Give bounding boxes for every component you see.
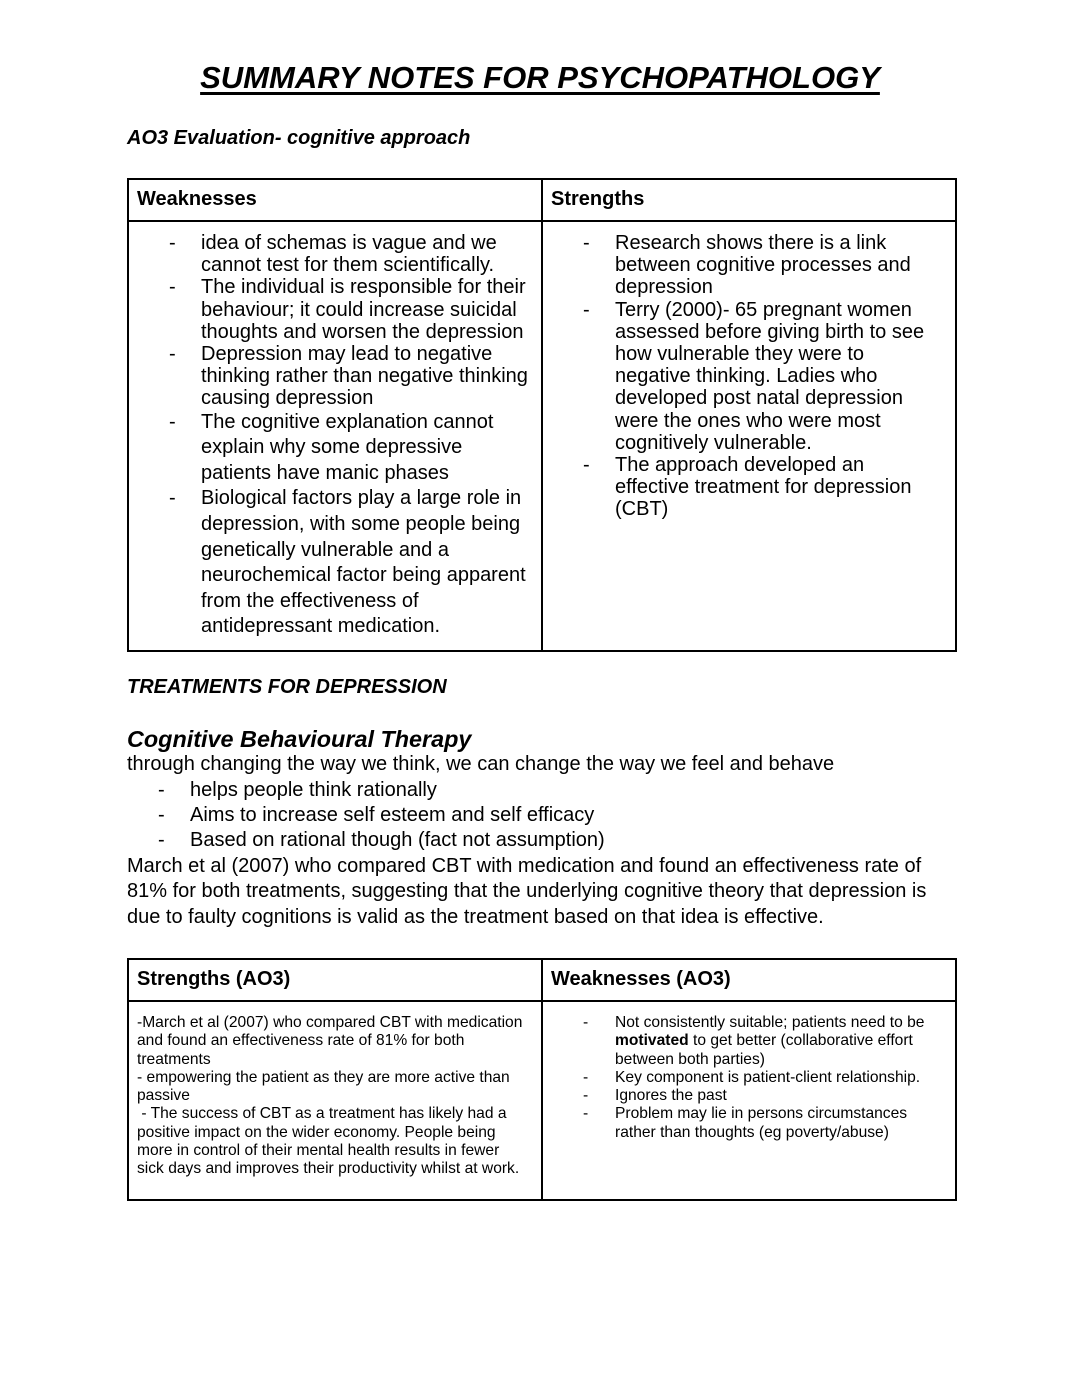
- strength-paragraph: - empowering the patient as they are more active than passive: [137, 1068, 510, 1105]
- weaknesses-header: Weaknesses: [128, 179, 542, 221]
- cbt-points-list: [127, 778, 957, 854]
- weakness-text-post: to get better (collaborative effort between both parties): [615, 1032, 913, 1068]
- cbt-evaluation-table: [127, 958, 957, 1201]
- treatments-heading: TREATMENTS FOR DEPRESSION: [127, 676, 447, 698]
- ao3-section-heading: AO3 Evaluation- cognitive approach: [127, 127, 471, 149]
- weaknesses-cell: [128, 221, 542, 651]
- list-item: - Biological factors play a large role in depression, with some people being genetically vulnerable and a neurochemical factor being apparent from the effectiveness of antidepressant medication.: [129, 486, 529, 640]
- list-item: - Problem may lie in persons circumstances rather than thoughts (eg poverty/abuse): [543, 1105, 943, 1142]
- strengths-list: [543, 232, 943, 521]
- cbt-intro: through changing the way we think, we can change the way we feel and behave: [127, 753, 835, 775]
- strengths-ao3-header: Strengths (AO3): [128, 959, 542, 1001]
- cbt-weaknesses-cell: [542, 1001, 956, 1200]
- list-item: - Ignores the past: [543, 1087, 943, 1105]
- list-item: - Depression may lead to negative thinking rather than negative thinking causing depression: [129, 343, 529, 410]
- list-item: - helps people think rationally: [127, 778, 957, 803]
- cbt-weaknesses-list: [543, 1014, 943, 1142]
- table-body-row: [128, 1001, 956, 1200]
- cognitive-evaluation-table: [127, 178, 957, 652]
- list-item: - Aims to increase self esteem and self efficacy: [127, 803, 957, 828]
- strength-paragraph: - The success of CBT as a treatment has likely had a positive impact on the wider economy. People being more in control of their mental health results in fewer sick days and improves their productivity whilst at work.: [137, 1105, 520, 1178]
- table-header-row: [128, 959, 956, 1001]
- table-header-row: [128, 179, 956, 221]
- list-item: - Based on rational though (fact not assumption): [127, 828, 957, 853]
- list-item: - The individual is responsible for their behaviour; it could increase suicidal thoughts and worsen the depression: [129, 276, 529, 343]
- cbt-section: [127, 726, 957, 931]
- list-item: [543, 1014, 943, 1069]
- weakness-bold-word: motivated: [615, 1032, 689, 1050]
- weaknesses-list: [129, 232, 529, 640]
- strengths-cell: [542, 221, 956, 651]
- list-item: - Research shows there is a link between cognitive processes and depression: [543, 232, 943, 299]
- table-body-row: [128, 221, 956, 651]
- list-item: - Terry (2000)- 65 pregnant women assessed before giving birth to see how vulnerable they were to negative thinking. Ladies who developed post natal depression were the ones who were most cognitively vulnerable.: [543, 299, 943, 454]
- cbt-strengths-cell: [128, 1001, 542, 1200]
- weaknesses-ao3-header: Weaknesses (AO3): [542, 959, 956, 1001]
- list-item: - The approach developed an effective treatment for depression (CBT): [543, 454, 943, 521]
- page-title: SUMMARY NOTES FOR PSYCHOPATHOLOGY: [200, 60, 880, 95]
- cbt-evidence: March et al (2007) who compared CBT with medication and found an effectiveness rate of 81% for both treatments, suggesting that the underlying cognitive theory that depression is due to faulty cognitions is valid as the treatment based on that idea is effective.: [127, 854, 927, 928]
- list-item: - The cognitive explanation cannot explain why some depressive patients have manic phases: [129, 410, 529, 487]
- cbt-title: Cognitive Behavioural Therapy: [127, 726, 472, 752]
- weakness-text-pre: Not consistently suitable; patients need to be: [615, 1014, 925, 1031]
- strengths-header: Strengths: [542, 179, 956, 221]
- list-item: - Key component is patient-client relationship.: [543, 1069, 943, 1087]
- list-item: - idea of schemas is vague and we cannot test for them scientifically.: [129, 232, 529, 276]
- strength-paragraph: -March et al (2007) who compared CBT with medication and found an effectiveness rate of 81% for both treatments: [137, 1014, 523, 1068]
